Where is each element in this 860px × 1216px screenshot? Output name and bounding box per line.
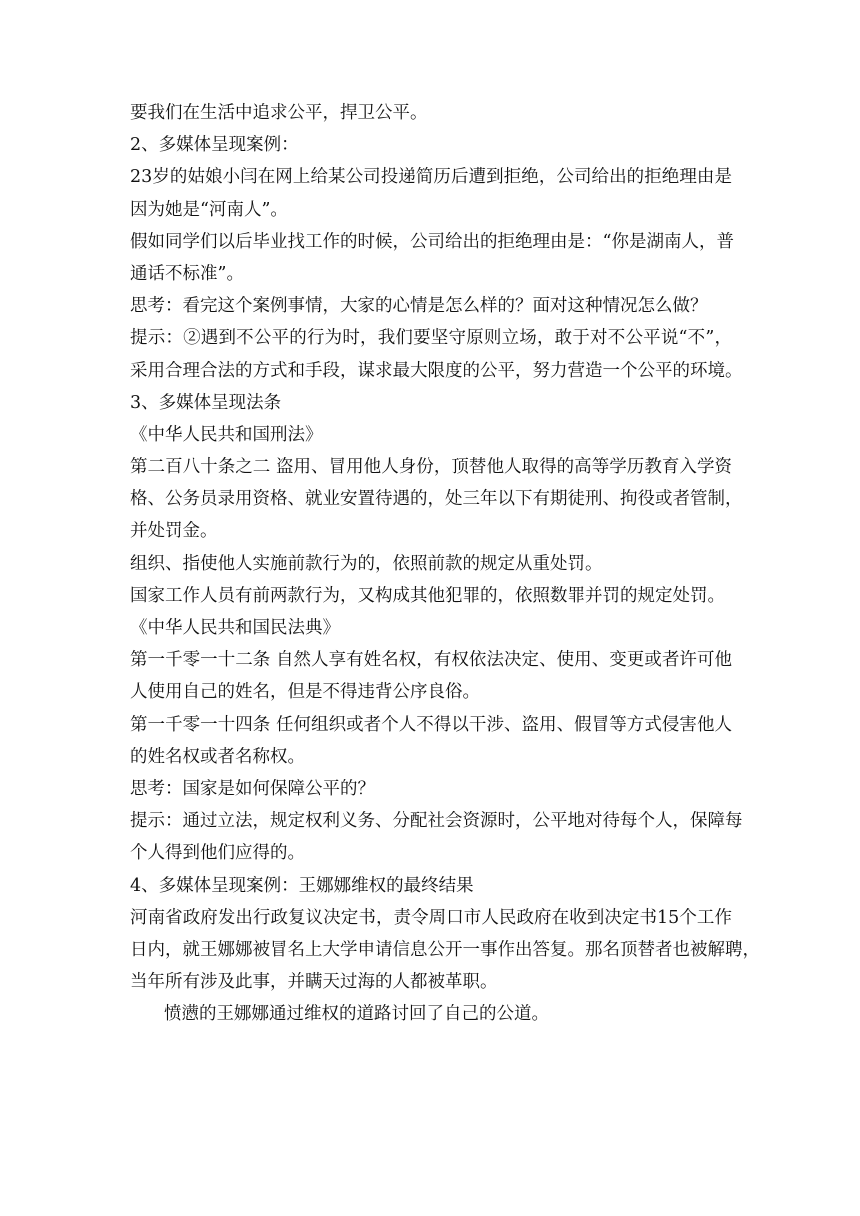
paragraph-line: 第一千零一十四条 任何组织或者个人不得以干涉、盗用、假冒等方式侵害他人 [130,714,732,735]
law-title: 《中华人民共和国刑法》 [130,424,323,445]
law-title: 《中华人民共和国民法典》 [130,618,340,638]
paragraph-line: 国家工作人员有前两款行为，又构成其他犯罪的，依照数罪并罚的规定处罚。 [130,585,725,606]
paragraph-line: 人使用自己的姓名，但是不得违背公序良俗。 [130,682,480,703]
paragraph-line: 提示：通过立法，规定权利义务、分配社会资源时，公平地对待每个人，保障每 [130,811,743,832]
paragraph-line: 组织、指使他人实施前款行为的，依照前款的规定从重处罚。 [130,553,603,574]
paragraph-line: 第二百八十条之二 盗用、冒用他人身份，顶替他人取得的高等学历教育入学资 [130,457,732,478]
paragraph-line: 个人得到他们应得的。 [130,843,305,864]
paragraph-line: 的姓名权或者名称权。 [130,746,305,767]
paragraph-line: 假如同学们以后毕业找工作的时候，公司给出的拒绝理由是：“你是湖南人，普 [130,231,734,252]
paragraph-line: 通话不标准”。 [130,263,244,284]
section-heading: 2、多媒体呈现案例： [130,135,299,156]
section-heading: 4、多媒体呈现案例：王娜娜维权的最终结果 [130,875,474,896]
paragraph-line: 提示：②遇到不公平的行为时，我们要坚守原则立场，敢于对不公平说“不”， [130,328,732,349]
document-body [130,97,760,1030]
paragraph-line: 思考：国家是如何保障公平的？ [130,778,375,799]
paragraph-line: 因为她是“河南人”。 [130,199,288,220]
paragraph-line: 思考：看完这个案例事情，大家的心情是怎么样的？面对这种情况怎么做？ [130,296,708,317]
paragraph-line: 格、公务员录用资格、就业安置待遇的，处三年以下有期徒刑、拘役或者管制， [130,489,743,510]
paragraph-line: 日内，就王娜娜被冒名上大学申请信息公开一事作出答复。那名顶替者也被解聘， [130,939,760,960]
paragraph-line: 要我们在生活中追求公平，捍卫公平。 [130,103,428,123]
paragraph-line: 河南省政府发出行政复议决定书，责令周口市人民政府在收到决定书15个工作 [130,907,732,928]
paragraph-line: 第一千零一十二条 自然人享有姓名权，有权依法决定、使用、变更或者许可他 [130,650,732,671]
paragraph-line: 并处罚金。 [130,521,218,542]
paragraph-line: 愤懑的王娜娜通过维权的道路讨回了自己的公道。 [164,1004,549,1025]
paragraph-line: 采用合理合法的方式和手段，谋求最大限度的公平，努力营造一个公平的环境。 [130,360,743,381]
paragraph-line: 23岁的姑娘小闫在网上给某公司投递简历后遭到拒绝，公司给出的拒绝理由是 [130,167,732,188]
section-heading: 3、多媒体呈现法条 [130,392,282,413]
paragraph-line: 当年所有涉及此事，并瞒天过海的人都被革职。 [130,972,498,993]
